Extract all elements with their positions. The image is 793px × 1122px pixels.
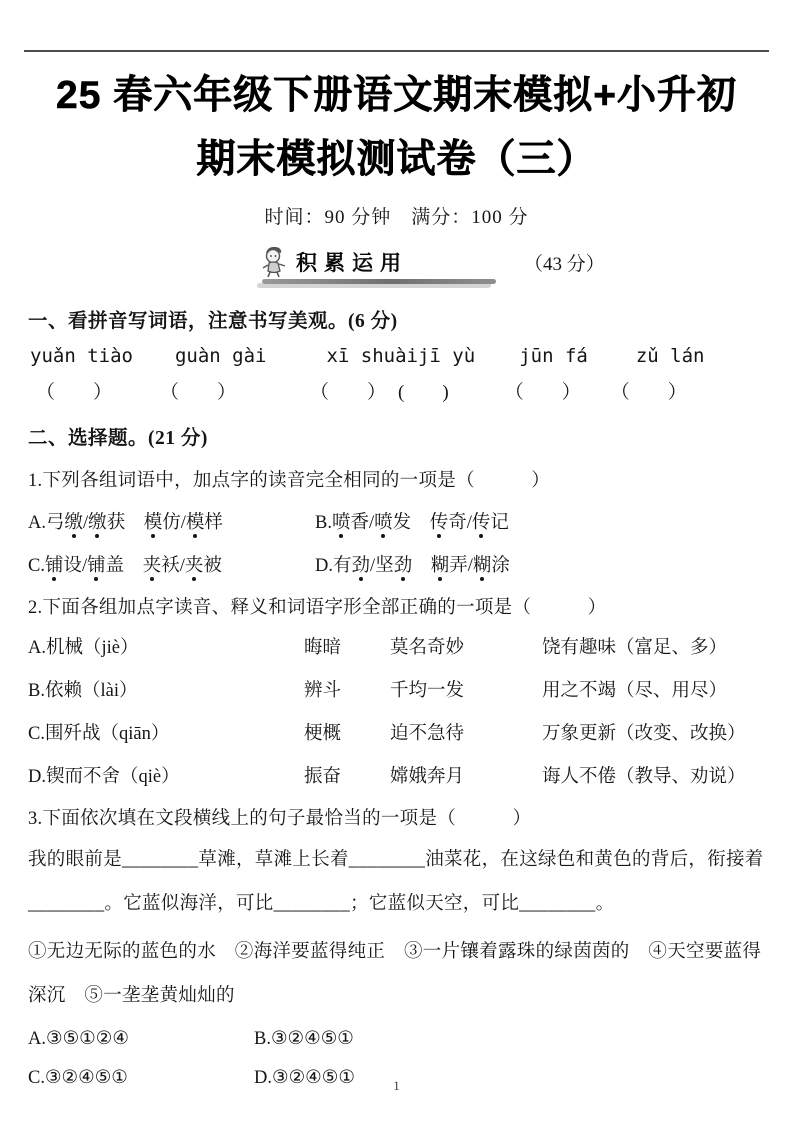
q2-options — [28, 633, 765, 788]
q2-option-d-word3: 嫦娥奔月 — [390, 767, 465, 787]
answer-bracket: （ ） — [160, 382, 237, 403]
q3-numbered-items: ①无边无际的蓝色的水 ②海洋要蓝得纯正 ③一片镶着露珠的绿茵茵的 ④天空要蓝得深沉 ⑤一垄垄黄灿灿的 — [28, 942, 762, 1006]
q2-option-b-word2: 辨斗 — [304, 681, 342, 701]
q1-option-d: D.有劲/坚劲 糊弄/糊涂 — [315, 556, 510, 576]
q2-option-a-word4: 饶有趣味（富足、多） — [542, 638, 728, 658]
student-mascot-icon — [260, 245, 290, 279]
answer-brackets-row — [28, 377, 765, 404]
pinyin-word: jūn fá — [519, 345, 588, 367]
section2-heading: 二、选择题。(21 分) — [28, 428, 208, 449]
banner-underline — [262, 279, 496, 284]
q2-option-c-word2: 梗概 — [304, 724, 342, 744]
section1-heading: 一、看拼音写词语，注意书写美观。(6 分) — [28, 311, 398, 332]
q1-option-b: B.喷香/喷发 传奇/传记 — [315, 513, 509, 533]
q2-option-c-word4: 万象更新（改变、改换） — [542, 724, 746, 744]
answer-bracket: ( ) — [398, 382, 449, 403]
section-banner — [260, 245, 605, 279]
q1-options — [28, 508, 765, 577]
answer-bracket: （ ） — [610, 382, 687, 403]
q2-option-b: B.依赖（lài） — [28, 681, 138, 701]
q2-option-a-word2: 晦暗 — [304, 638, 342, 658]
page-title-line1: 25 春六年级下册语文期末模拟+小升初 — [56, 74, 737, 117]
q3-option-a: A.③⑤①②④ — [28, 1029, 129, 1049]
q2-option-b-word4: 用之不竭（尽、用尽） — [542, 681, 728, 701]
pinyin-word: zǔ lán — [635, 345, 705, 367]
answer-bracket: （ ） — [36, 382, 113, 403]
q3-passage: 我的眼前是________草滩，草滩上长着________油菜花，在这绿色和黄色的背后，衔接着________。它蓝似海洋，可比________；它蓝似天空，可比________。 — [28, 850, 764, 914]
answer-bracket: （ ） — [504, 382, 581, 403]
exam-meta: 时间：90 分钟 满分：100 分 — [264, 207, 529, 228]
answer-bracket: （ ） — [310, 382, 387, 403]
q1-stem: 1.下列各组词语中，加点字的读音完全相同的一项是（ ） — [28, 471, 551, 491]
q3-option-c: C.③②④⑤① — [28, 1068, 128, 1088]
pinyin-word: xī shuàijī yù — [326, 345, 476, 367]
q2-option-a: A.机械（jiè） — [28, 638, 139, 658]
page-title-line2: 期末模拟测试卷（三） — [196, 138, 597, 181]
q3-stem: 3.下面依次填在文段横线上的句子最恰当的一项是（ ） — [28, 809, 532, 829]
q2-option-b-word3: 千均一发 — [390, 681, 465, 701]
q2-stem: 2.下面各组加点字读音、释义和词语字形全部正确的一项是（ ） — [28, 598, 607, 618]
q2-option-d: D.锲而不舍（qiè） — [28, 767, 180, 787]
pinyin-word: yuǎn tiào — [30, 345, 133, 367]
q3-option-d: D.③②④⑤① — [254, 1068, 355, 1088]
q2-option-d-word4: 诲人不倦（教导、劝说） — [542, 767, 746, 787]
q1-option-c: C.铺设/铺盖 夹袄/夹被 — [28, 556, 222, 576]
pinyin-word: guàn gài — [174, 345, 267, 367]
banner-score: （43 分） — [524, 253, 605, 275]
pinyin-row — [28, 345, 765, 367]
banner-title: 积累运用 — [296, 252, 408, 275]
q2-option-a-word3: 莫名奇妙 — [390, 638, 465, 658]
page-number: 1 — [393, 1078, 400, 1093]
q2-option-c: C.围歼战（qiān） — [28, 724, 170, 744]
q3-option-b: B.③②④⑤① — [254, 1029, 354, 1049]
q1-option-a: A.弓缴/缴获 模仿/模样 — [28, 513, 223, 533]
top-rule — [24, 50, 769, 52]
q2-option-c-word3: 迫不急待 — [390, 724, 465, 744]
page-title — [28, 64, 765, 192]
q2-option-d-word2: 振奋 — [304, 767, 342, 787]
